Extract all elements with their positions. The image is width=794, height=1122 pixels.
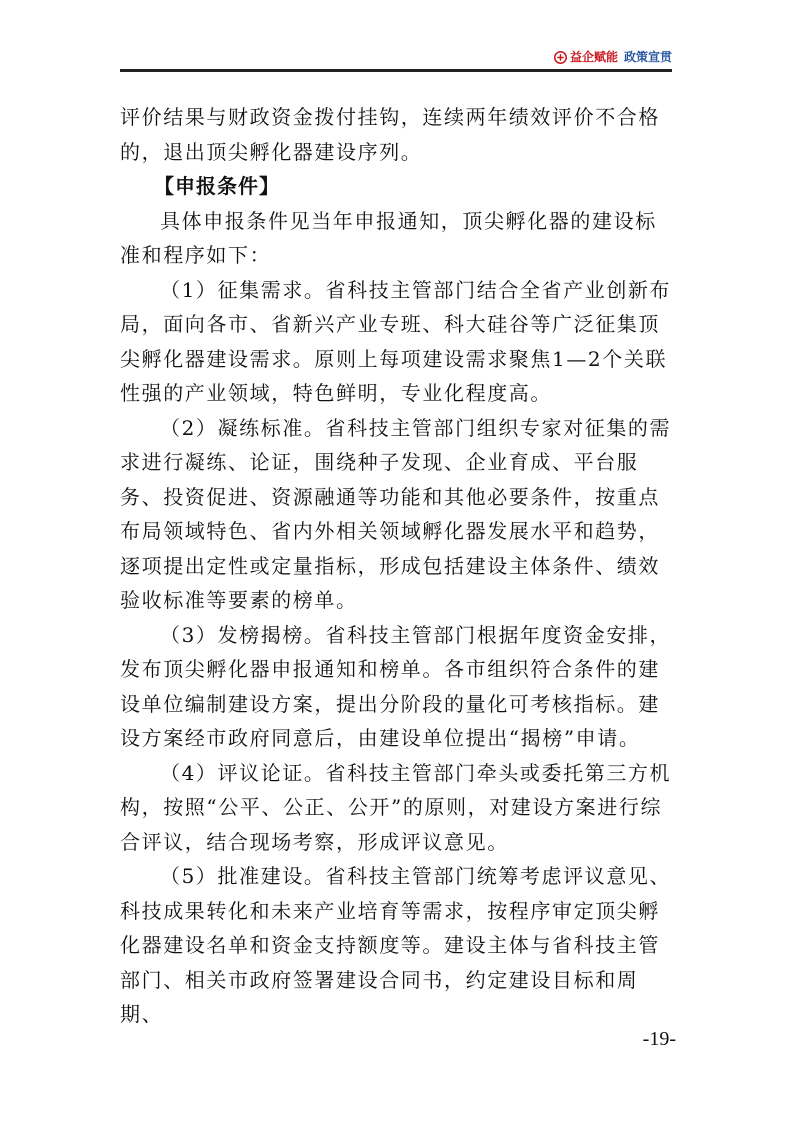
brand-name: 益企赋能 — [569, 50, 618, 64]
brand-tagline: 政策宣贯 — [623, 50, 672, 64]
section-heading: 【申报条件】 — [154, 174, 280, 198]
paragraph-step-1: （1）征集需求。省科技主管部门结合全省产业创新布局，面向各市、省新兴产业专班、科大硅谷等广泛征集顶尖孵化器建设需求。原则上每项建设需求聚焦1—2个关联性强的产业领域，特色鲜明，专业化程度高。 — [120, 277, 672, 405]
paragraph-step-3: （3）发榜揭榜。省科技主管部门根据年度资金安排，发布顶尖孵化器申报通知和榜单。各市组织符合条件的建设单位编制建设方案，提出分阶段的量化可考核指标。建设方案经市政府同意后，由建设单位提出“揭榜”申请。 — [120, 622, 672, 750]
paragraph-step-2: （2）凝练标准。省科技主管部门组织专家对征集的需求进行凝练、论证，围绕种子发现、企业育成、平台服务、投资促进、资源融通等功能和其他必要条件，按重点布局领域特色、省内外相关领域孵化器发展水平和趋势，逐项提出定性或定量指标，形成包括建设主体条件、绩效验收标准等要素的榜单。 — [120, 415, 672, 612]
brand-logo-icon — [554, 51, 567, 64]
header-divider — [120, 69, 672, 72]
document-body — [120, 100, 676, 1032]
paragraph-step-5: （5）批准建设。省科技主管部门统筹考虑评议意见、科技成果转化和未来产业培育等需求，按程序审定顶尖孵化器建设名单和资金支持额度等。建设主体与省科技主管部门、相关市政府签署建设合同书，约定建设目标和周期、 — [120, 864, 672, 1026]
paragraph-intro: 具体申报条件见当年申报通知，顶尖孵化器的建设标准和程序如下： — [120, 208, 657, 267]
brand-badge — [554, 50, 672, 64]
paragraph-continuation: 评价结果与财政资金拨付挂钩，连续两年绩效评价不合格的，退出顶尖孵化器建设序列。 — [120, 105, 660, 164]
page-number: -19- — [642, 1028, 676, 1050]
paragraph-step-4: （4）评议论证。省科技主管部门牵头或委托第三方机构，按照“公平、公正、公开”的原则，对建设方案进行综合评议，结合现场考察，形成评议意见。 — [120, 760, 672, 854]
